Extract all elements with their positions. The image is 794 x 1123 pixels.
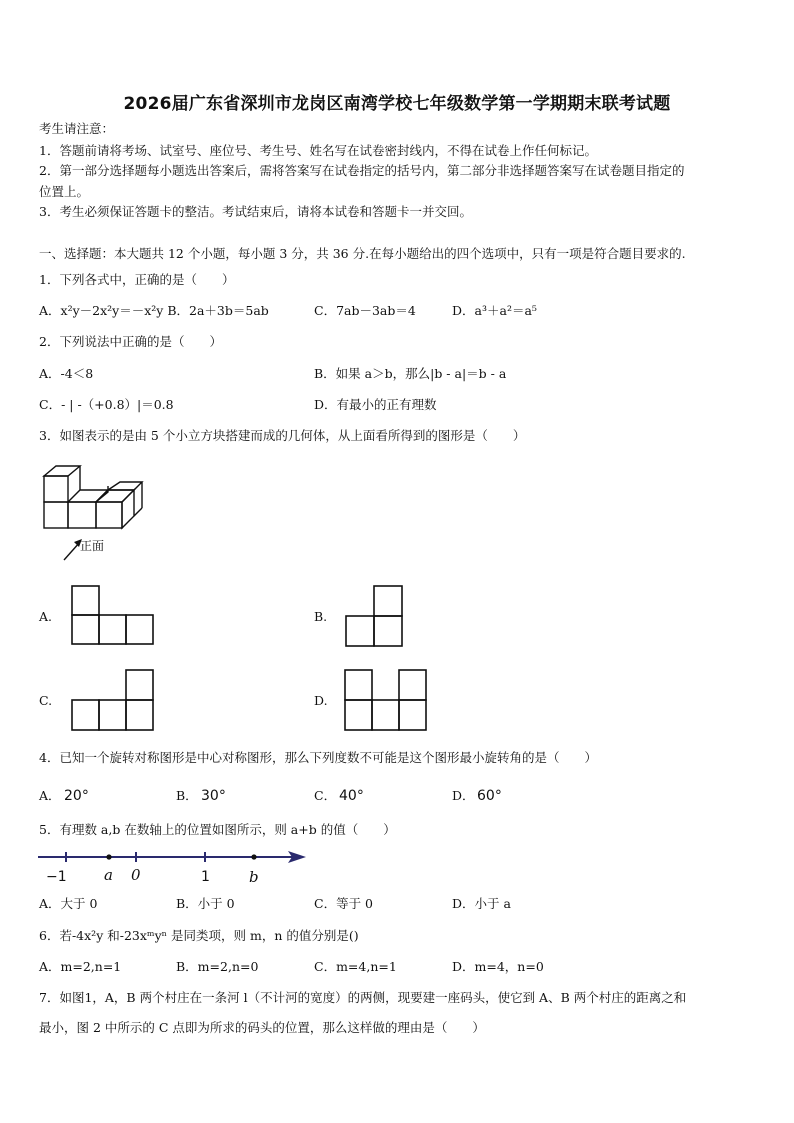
q7-stem-line-1: 7．如图1，A，B 两个村庄在一条河 l（不计河的宽度）的两侧，现要建一座码头，使它到 A、B 两个村庄的距离之和 — [39, 990, 687, 1005]
q1-stem: 1．下列各式中，正确的是（ ） — [39, 272, 235, 287]
q3-option-c-figure — [70, 668, 160, 732]
q4-option-b-value: 30° — [201, 788, 226, 804]
q3-option-a-figure — [70, 584, 160, 646]
q4-stem: 4．已知一个旋转对称图形是中心对称图形，那么下列度数不可能是这个图形最小旋转角的是（ ） — [39, 750, 597, 765]
q5-option-b: B．小于 0 — [176, 896, 235, 911]
q3-option-d-label: D. — [314, 693, 328, 708]
point-a — [106, 854, 111, 859]
q4-option-d-label: D． — [452, 788, 475, 803]
label-a: a — [104, 866, 113, 884]
q4-option-d-value: 60° — [477, 788, 502, 804]
label-b: b — [249, 868, 259, 886]
q1-option-d: D．a³＋a²＝a⁵ — [452, 303, 537, 318]
q3-option-c-label: C. — [39, 693, 53, 708]
q3-option-b-label: B. — [314, 609, 328, 624]
q4-option-a-label: A． — [39, 788, 61, 803]
label-minus-one: −1 — [46, 869, 67, 885]
q4-option-b-label: B． — [176, 788, 198, 803]
q4-option-a-value: 20° — [64, 788, 89, 804]
q1-option-a-b: A．x²y－2x²y＝－x²y B．2a＋3b＝5ab — [39, 303, 269, 318]
q7-stem-line-2: 最小，图 2 中所示的 C 点即为所求的码头的位置，那么这样做的理由是（ ） — [39, 1020, 485, 1035]
number-line — [38, 845, 318, 885]
q3-option-a-label: A. — [39, 609, 53, 624]
q2-stem: 2．下列说法中正确的是（ ） — [39, 334, 222, 349]
q6-option-a: A．m=2,n=1 — [39, 959, 122, 974]
q6-option-b: B．m=2,n=0 — [176, 959, 259, 974]
label-zero: 0 — [131, 866, 141, 884]
q5-option-a: A．大于 0 — [39, 896, 98, 911]
q6-option-c: C．m=4,n=1 — [314, 959, 397, 974]
q3-stem: 3．如图表示的是由 5 个小立方块搭建而成的几何体，从上面看所得到的图形是（ ） — [39, 428, 526, 443]
section-heading: 一、选择题：本大题共 12 个小题，每小题 3 分，共 36 分.在每小题给出的四个选项中，只有一项是符合题目要求的. — [39, 246, 686, 261]
q5-option-c: C．等于 0 — [314, 896, 373, 911]
point-b — [251, 854, 256, 859]
q6-stem: 6．若-4x²y 和-23xᵐyⁿ 是同类项，则 m，n 的值分别是() — [39, 928, 359, 943]
notice-item-2: 2．第一部分选择题每小题选出答案后，需将答案写在试卷指定的括号内，第二部分非选择题答案写在试卷题目指定的 — [39, 163, 685, 178]
q1-option-c: C．7ab－3ab＝4 — [314, 303, 416, 318]
q5-stem: 5．有理数 a,b 在数轴上的位置如图所示，则 a+b 的值（ ） — [39, 822, 396, 837]
q4-option-c-label: C． — [314, 788, 337, 803]
notice-heading: 考生请注意： — [39, 121, 115, 136]
q3-option-d-figure — [343, 668, 433, 732]
q3-option-b-figure — [344, 584, 414, 648]
notice-item-2-cont: 位置上。 — [39, 184, 90, 199]
label-one: 1 — [201, 869, 210, 885]
notice-item-1: 1．答题前请将考场、试室号、座位号、考生号、姓名写在试卷密封线内，不得在试卷上作任何标记。 — [39, 143, 597, 158]
q4-option-c-value: 40° — [339, 788, 364, 804]
front-view-label: 正面 — [80, 539, 105, 553]
q6-option-d: D．m=4，n=0 — [452, 959, 544, 974]
q2-option-a: A．-4＜8 — [39, 366, 94, 381]
q5-option-d: D．小于 a — [452, 896, 511, 911]
q2-option-b: B．如果 a＞b，那么|b - a|＝b - a — [314, 366, 507, 381]
q2-option-d: D．有最小的正有理数 — [314, 397, 437, 412]
page-title: 2026届广东省深圳市龙岗区南湾学校七年级数学第一学期期末联考试题 — [123, 94, 671, 114]
q2-option-c: C．- | -（+0.8）|＝0.8 — [39, 397, 174, 412]
notice-item-3: 3．考生必须保证答题卡的整洁。考试结束后，请将本试卷和答题卡一并交回。 — [39, 204, 472, 219]
